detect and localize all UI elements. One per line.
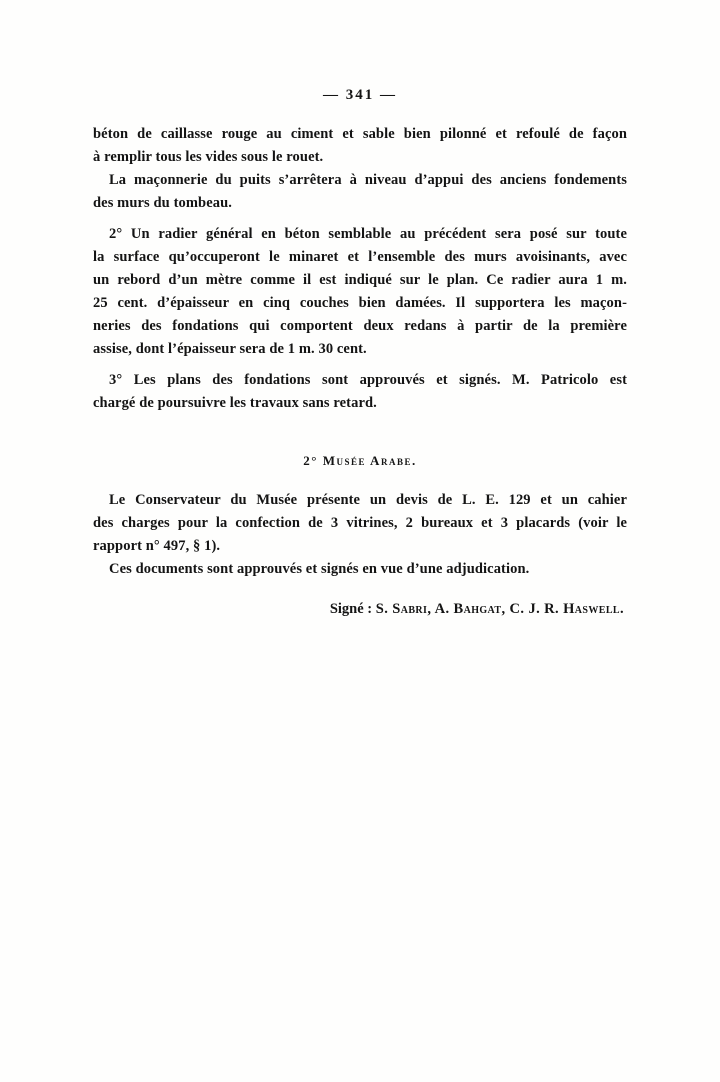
text-line: 3° Les plans des fondations sont approuvés et signés. M. Patricolo est: [109, 372, 627, 388]
paragraph: [93, 223, 627, 361]
text-line: un rebord d’un mètre comme il est indiqué sur le plan. Ce radier aura 1 m.: [93, 272, 627, 288]
paragraph: [93, 369, 627, 415]
text-line: 25 cent. d’épaisseur en cinq couches bien damées. Il supportera les maçon-: [93, 295, 627, 311]
paragraph: [93, 558, 627, 581]
text-line: assise, dont l’épaisseur sera de 1 m. 30 cent.: [93, 341, 367, 357]
text-line: à remplir tous les vides sous le rouet.: [93, 149, 324, 165]
text-line: chargé de poursuivre les travaux sans retard.: [93, 395, 377, 411]
paragraph: [93, 123, 627, 169]
text-line: neries des fondations qui comportent deux redans à partir de la première: [93, 318, 627, 334]
section-heading: 2° Musée Arabe.: [303, 453, 417, 468]
signature-line: [93, 598, 627, 621]
text-line: des murs du tombeau.: [93, 195, 232, 211]
signature-names: S. Sabri, A. Bahgat, C. J. R. Haswell.: [375, 601, 624, 617]
text-line: la surface qu’occuperont le minaret et l’ensemble des murs avoisinants, avec: [93, 249, 627, 265]
signature-label: Signé :: [329, 601, 376, 617]
text-line: La maçonnerie du puits s’arrêtera à niveau d’appui des anciens fondements: [109, 172, 627, 188]
text-line: Ces documents sont approuvés et signés en vue d’une adjudication.: [109, 561, 530, 577]
paragraph: [93, 169, 627, 215]
text-line: 2° Un radier général en béton semblable au précédent sera posé sur toute: [109, 226, 627, 242]
paragraph: [93, 489, 627, 558]
page-number: — 341 —: [323, 87, 397, 103]
text-line: rapport n° 497, § 1).: [93, 538, 221, 554]
text-block: [93, 123, 627, 621]
text-line: béton de caillasse rouge au ciment et sable bien pilonné et refoulé de façon: [93, 126, 627, 142]
text-line: des charges pour la confection de 3 vitrines, 2 bureaux et 3 placards (voir le: [93, 515, 627, 531]
text-line: Le Conservateur du Musée présente un devis de L. E. 129 et un cahier: [109, 492, 627, 508]
